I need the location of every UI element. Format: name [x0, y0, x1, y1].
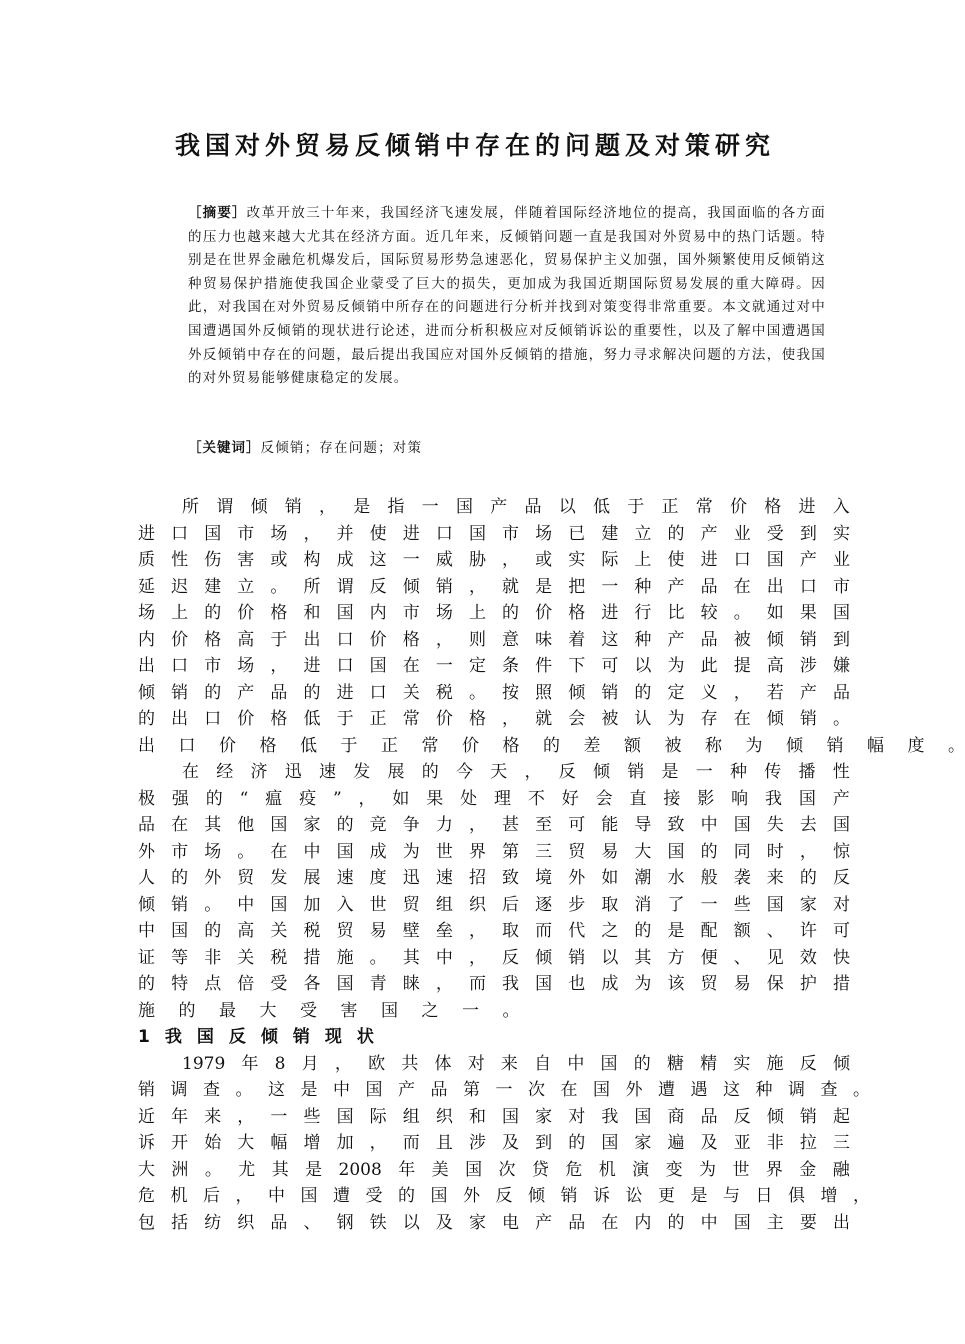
body-line: 在 经 济 迅 速 发 展 的 今 天 ， 反 倾 销 是 一 种 传 播 性 — [182, 762, 850, 782]
body-line: 施 的 最 大 受 害 国 之 一 。 — [138, 1000, 520, 1021]
body-line: 品 在 其 他 国 家 的 竞 争 力 ， 甚 至 可 能 导 致 中 国 失 去 国 — [138, 815, 850, 835]
keywords-label: ［关键词］ — [188, 440, 261, 456]
body-line: 诉 开 始 大 幅 增 加 ， 而 且 涉 及 到 的 国 家 遍 及 亚 非 拉 三 — [138, 1133, 850, 1153]
body-line: 证 等 非 关 税 措 施 。 其 中 ， 反 倾 销 以 其 方 便 、 见 效 快 — [138, 947, 850, 968]
body-line: 外 市 场 。 在 中 国 成 为 世 界 第 三 贸 易 大 国 的 同 时 ， 惊 — [138, 841, 850, 862]
abstract-text: 改革开放三十年来，我国经济飞速发展，伴随着国际经济地位的提高，我国面临的各方面的压力也越来越大尤其在经济方面。近几年来，反倾销问题一直是我国对外贸易中的热门话题。特别是在世界金融危机爆发后，国际贸易形势急速恶化，贸易保护主义加强，国外频繁使用反倾销这种贸易保护措施使我国企业蒙受了巨大的损失，更加成为我国近期国际贸易发展的重大障碍。因此，对我国在对外贸易反倾销中所存在的问题进行分析并找到对策变得非常重要。本文就通过对中国遭遇国外反倾销的现状进行论述，进而分析积极应对反倾销诉讼的重要性，以及了解中国遭遇国外反倾销中存在的问题，最后提出我国应对国外反倾销的措施，努力寻求解决问题的方法，使我国的对外贸易能够健康稳定的发展。 — [188, 205, 826, 387]
body-line: 近 年 来 ， 一 些 国 际 组 织 和 国 家 对 我 国 商 品 反 倾 销 起 — [138, 1106, 850, 1127]
keywords-text: 反倾销；存在问题；对策 — [260, 440, 423, 456]
body-line: 进 口 国 市 场 ， 并 使 进 口 国 市 场 已 建 立 的 产 业 受 到 实 — [138, 523, 850, 544]
body-text — [138, 494, 965, 1236]
body-line: 的 特 点 倍 受 各 国 青 睐 ， 而 我 国 也 成 为 该 贸 易 保 护 措 — [138, 974, 850, 994]
body-line: 倾 销 的 产 品 的 进 口 关 税 。 按 照 倾 销 的 定 义 ， 若 产 品 — [138, 682, 850, 703]
body-line: 所 谓 倾 销 ， 是 指 一 国 产 品 以 低 于 正 常 价 格 进 入 — [182, 497, 850, 517]
body-line: 质 性 伤 害 或 构 成 这 一 威 胁 ， 或 实 际 上 使 进 口 国 产 业 — [138, 550, 850, 570]
body-line: 极 强 的 “ 瘟 疫 ” ， 如 果 处 理 不 好 会 直 接 影 响 我 国 产 — [138, 788, 850, 809]
body-line: 大 洲 。 尤 其 是 2008 年 美 国 次 贷 危 机 演 变 为 世 界 金 融 — [138, 1159, 850, 1180]
abstract-block — [188, 202, 826, 391]
section-heading: 1 我 国 反 倾 销 现 状 — [138, 1027, 374, 1047]
body-line: 销 调 查 。 这 是 中 国 产 品 第 一 次 在 国 外 遭 遇 这 种 调 查 。 — [138, 1080, 870, 1100]
body-line: 1979 年 8 月 ， 欧 共 体 对 来 自 中 国 的 糖 精 实 施 反 倾 — [182, 1053, 850, 1074]
body-line: 的 出 口 价 格 低 于 正 常 价 格 ， 就 会 被 认 为 存 在 倾 销 。 — [138, 709, 850, 729]
body-line: 包 括 纺 织 品 、 钢 铁 以 及 家 电 产 品 在 内 的 中 国 主 要 出 — [138, 1212, 850, 1233]
abstract-label: ［摘要］ — [188, 205, 247, 221]
body-line: 中 国 的 高 关 税 贸 易 壁 垒 ， 取 而 代 之 的 是 配 额 、 许 可 — [138, 921, 850, 941]
body-line: 倾 销 。 中 国 加 入 世 贸 组 织 后 逐 步 取 消 了 一 些 国 家 对 — [138, 894, 850, 915]
body-line: 出 口 价 格 低 于 正 常 价 格 的 差 额 被 称 为 倾 销 幅 度 。 — [138, 735, 965, 756]
document-title: 我国对外贸易反倾销中存在的问题及对策研究 — [174, 131, 775, 160]
keywords-block — [188, 437, 826, 459]
body-line: 场 上 的 价 格 和 国 内 市 场 上 的 价 格 进 行 比 较 。 如 果 国 — [138, 603, 850, 623]
body-line: 人 的 外 贸 发 展 速 度 迅 速 招 致 境 外 如 潮 水 般 袭 来 的 反 — [138, 868, 850, 888]
body-line: 出 口 市 场 ， 进 口 国 在 一 定 条 件 下 可 以 为 此 提 高 涉 嫌 — [138, 656, 850, 676]
body-line: 延 迟 建 立 。 所 谓 反 倾 销 ， 就 是 把 一 种 产 品 在 出 口 市 — [138, 576, 850, 597]
body-line: 危 机 后 ， 中 国 遭 受 的 国 外 反 倾 销 诉 讼 更 是 与 日 俱 增 ， — [138, 1186, 870, 1206]
body-line: 内 价 格 高 于 出 口 价 格 ， 则 意 味 着 这 种 产 品 被 倾 销 到 — [138, 629, 850, 650]
